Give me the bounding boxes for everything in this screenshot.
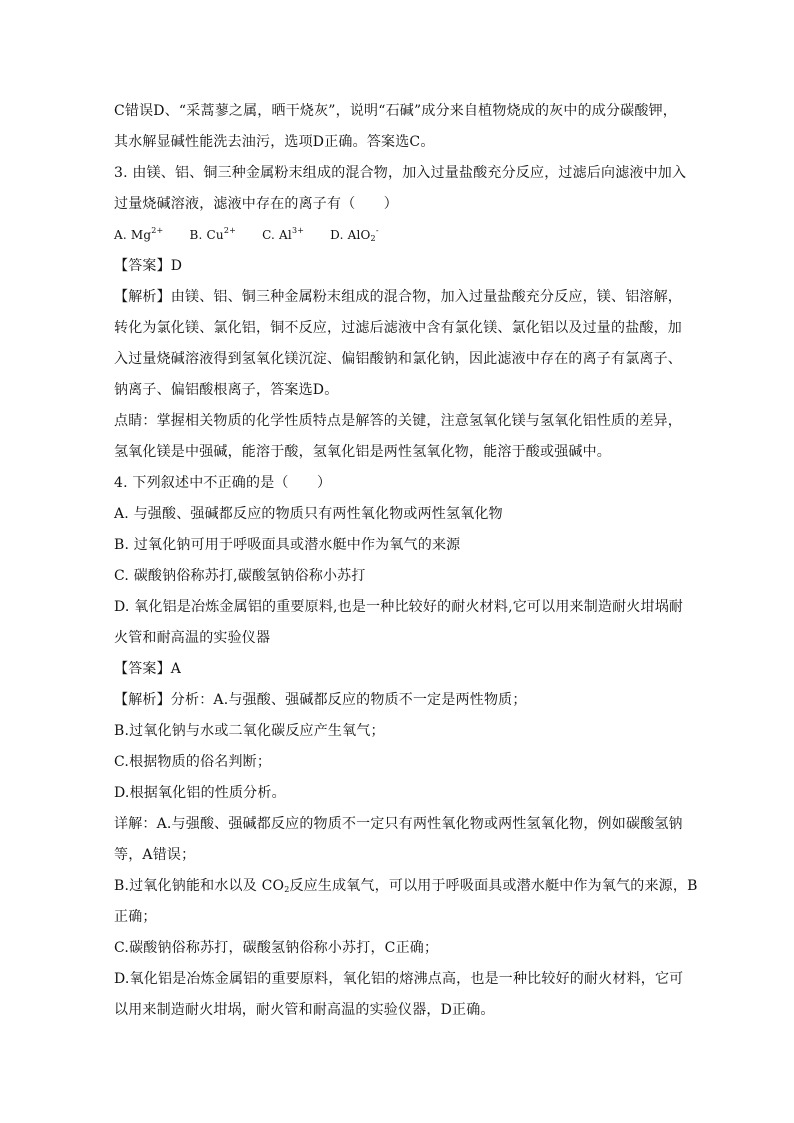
analysis-3-cont: 钠离子、偏铝酸根离子，答案选D。	[114, 382, 339, 398]
analysis-3-cont: 入过量烧碱溶液得到氢氧化镁沉淀、偏铝酸钠和氯化钠，因此滤液中存在的离子有氯离子、	[114, 351, 682, 367]
question-3-options	[114, 220, 682, 251]
detail-4: 详解：A.与强酸、强碱都反应的物质不一定只有两性氧化物或两性氢氧化物，例如碳酸氢钠	[114, 816, 683, 832]
question-4-stem: 4. 下列叙述中不正确的是（ ）	[114, 475, 332, 491]
analysis-4-c: C.根据物质的俗名判断；	[114, 754, 272, 770]
question-4-option-d: D. 氧化铝是冶炼金属铝的重要原料,也是一种比较好的耐火材料,它可以用来制造耐火坩埚耐	[114, 599, 684, 615]
answer-4: 【答案】A	[114, 661, 182, 677]
detail-4-c: C.碳酸钠俗称苏打，碳酸氢钠俗称小苏打，C正确；	[114, 940, 439, 956]
analysis-3: 【解析】由镁、铝、铜三种金属粉末组成的混合物，加入过量盐酸充分反应，镁、铝溶解，	[114, 289, 682, 305]
question-4-option-c: C. 碳酸钠俗称苏打,碳酸氢钠俗称小苏打	[114, 568, 366, 584]
option-b: B. $Cu^{2+}$	[189, 226, 237, 242]
detail-4-d: D.氧化铝是冶炼金属铝的重要原料，氧化铝的熔沸点高，也是一种比较好的耐火材料，它可	[114, 971, 684, 987]
analysis-3-cont: 转化为氯化镁、氯化铝，铜不反应，过滤后滤液中含有氯化镁、氯化铝以及过量的盐酸，加	[114, 320, 682, 336]
detail-4-b-cont: 正确；	[114, 909, 157, 925]
question-4-option-b: B. 过氧化钠可用于呼吸面具或潜水艇中作为氧气的来源	[114, 537, 461, 553]
question-4-option-d-cont: 火管和耐高温的实验仪器	[114, 630, 271, 646]
answer-3: 【答案】D	[114, 258, 183, 274]
text-line: 其水解显碱性能洗去油污，选项D正确。答案选C。	[114, 134, 435, 150]
analysis-4: 【解析】分析：A.与强酸、强碱都反应的物质不一定是两性物质；	[114, 692, 527, 708]
analysis-4-d: D.根据氧化铝的性质分析。	[114, 785, 286, 801]
text-line: C错误D、“采蒿蓼之属，晒干烧灰”，说明“石碱”成分来自植物烧成的灰中的成分碳酸钾，	[114, 103, 677, 119]
question-4-option-a: A. 与强酸、强碱都反应的物质只有两性氧化物或两性氢氧化物	[114, 506, 503, 522]
question-3-stem: 3. 由镁、铝、铜三种金属粉末组成的混合物，加入过量盐酸充分反应，过滤后向滤液中加入	[114, 165, 687, 181]
tip-3-cont: 氢氧化镁是中强碱，能溶于酸，氢氧化铝是两性氢氧化物，能溶于酸或强碱中。	[114, 444, 611, 460]
detail-4-d-cont: 以用来制造耐火坩埚，耐火管和耐高温的实验仪器，D正确。	[114, 1002, 495, 1018]
option-c: C. $Al^{3+}$	[262, 226, 305, 242]
analysis-4-b: B.过氧化钠与水或二氧化碳反应产生氧气；	[114, 723, 385, 739]
option-d: D. AlO$_2$-	[330, 226, 379, 243]
tip-3: 点睛：掌握相关物质的化学性质特点是解答的关键，注意氢氧化镁与氢氧化铝性质的差异，	[114, 413, 682, 429]
detail-4-cont: 等，A错误；	[114, 847, 196, 863]
question-3-stem-cont: 过量烧碱溶液，滤液中存在的离子有（ ）	[114, 196, 398, 212]
option-a: A. $Mg^{2+}$	[114, 226, 164, 242]
detail-4-b: B.过氧化钠能和水以及 $CO_2$反应生成氧气，可以用于呼吸面具或潜水艇中作为氧气的来源，B	[114, 878, 698, 894]
